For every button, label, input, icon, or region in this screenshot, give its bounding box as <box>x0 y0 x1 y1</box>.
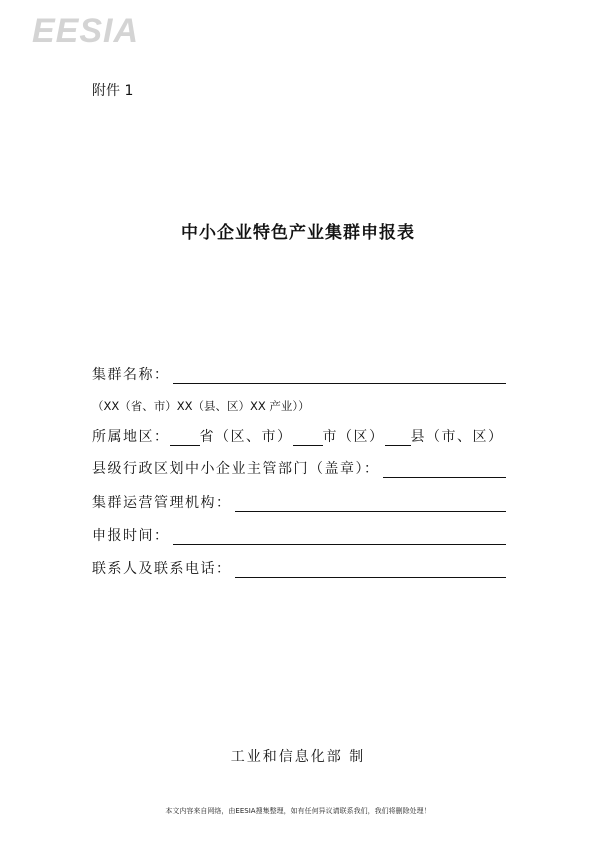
apply-time-blank[interactable] <box>173 528 507 545</box>
document-title: 中小企业特色产业集群申报表 <box>181 223 415 243</box>
apply-time-label: 申报时间： <box>92 528 170 544</box>
cluster-name-blank[interactable] <box>173 367 507 384</box>
region-row <box>92 426 506 446</box>
city-blank[interactable] <box>293 429 323 446</box>
attachment-label: 附件 1 <box>92 83 134 99</box>
cluster-name-label: 集群名称： <box>92 367 170 383</box>
eesia-watermark-logo: EESIA <box>32 12 140 50</box>
contact-label: 联系人及联系电话： <box>92 561 232 577</box>
operator-blank[interactable] <box>235 495 507 512</box>
province-blank[interactable] <box>170 429 200 446</box>
operator-label: 集群运营管理机构： <box>92 495 232 511</box>
authority-row <box>92 458 506 478</box>
authority-label: 县级行政区划中小企业主管部门（盖章）： <box>92 461 380 477</box>
apply-time-row <box>92 525 506 545</box>
cluster-name-row <box>92 364 506 384</box>
issuer-text: 工业和信息化部 制 <box>230 749 366 765</box>
city-label: 市（区） <box>322 429 385 445</box>
contact-blank[interactable] <box>235 561 507 578</box>
authority-blank[interactable] <box>383 461 507 478</box>
region-label: 所属地区： <box>92 429 170 445</box>
county-blank[interactable] <box>385 429 411 446</box>
contact-row <box>92 558 506 578</box>
cluster-name-note: （XX（省、市）XX（县、区）XX 产业）） <box>92 399 310 413</box>
county-label: 县（市、区） <box>410 429 504 445</box>
province-label: 省（区、市） <box>199 429 293 445</box>
operator-row <box>92 492 506 512</box>
footer-disclaimer: 本文内容来自网络，由EESIA搜集整理，如有任何异议请联系我们，我们将删除处理！ <box>165 807 431 815</box>
